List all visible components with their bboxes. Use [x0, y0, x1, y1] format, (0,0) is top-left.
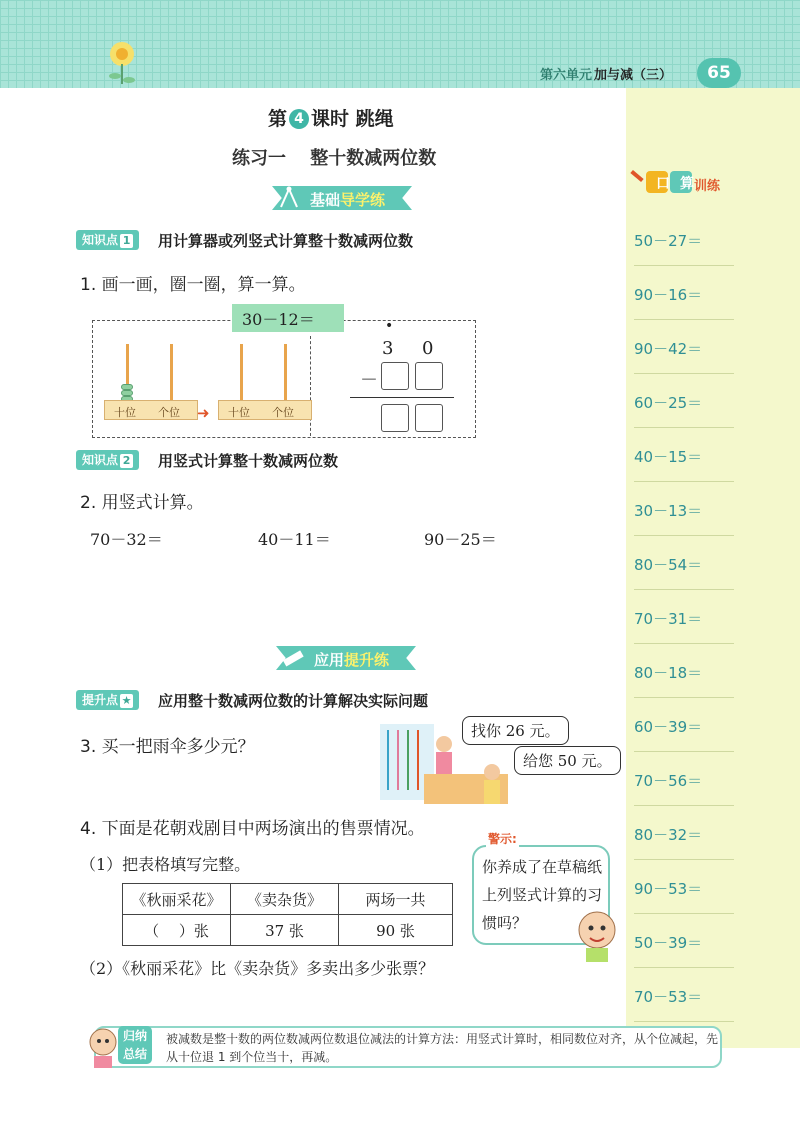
- table-header-2: 《卖杂货》: [231, 884, 339, 915]
- oral-item: 90－42＝: [634, 320, 734, 374]
- warning-label: 警示:: [488, 832, 517, 846]
- improvement-point-tag: [76, 690, 139, 710]
- abacus-ones-label: 个位: [272, 406, 294, 419]
- page-number: 65: [697, 58, 741, 88]
- tag-label: 知识点: [82, 233, 119, 247]
- q2-problem-1: 70－32＝: [90, 530, 163, 549]
- oral-item: 90－16＝: [634, 266, 734, 320]
- oral-item: 70－53＝: [634, 968, 734, 1022]
- summary-label-a: 归纳: [122, 1029, 147, 1043]
- lesson-name: 跳绳: [355, 108, 394, 130]
- oral-item: 80－54＝: [634, 536, 734, 590]
- tag-number: 2: [120, 454, 133, 468]
- abacus-after: [218, 344, 312, 420]
- question-1: 1. 画一画，圈一圈，算一算。: [80, 275, 306, 295]
- oral-item: 90－53＝: [634, 860, 734, 914]
- lesson-suffix: 课时: [311, 108, 350, 130]
- tag-label: 提升点: [82, 693, 119, 707]
- apply-section-banner: [262, 644, 412, 672]
- arrow-right-icon: ➜: [197, 404, 210, 422]
- borrow-dot: •: [385, 318, 394, 334]
- oral-title-a: 口: [656, 176, 670, 192]
- answer-box[interactable]: [381, 362, 409, 390]
- answer-box[interactable]: [381, 404, 409, 432]
- buyer-speech-bubble: 给您 50 元。: [514, 746, 621, 775]
- question-2: 2. 用竖式计算。: [80, 493, 204, 513]
- question-4: 4. 下面是花朝戏剧目中两场演出的售票情况。: [80, 819, 425, 839]
- summary-label-b: 总结: [122, 1047, 147, 1061]
- oral-item: 70－31＝: [634, 590, 734, 644]
- oral-title-b: 算: [680, 176, 694, 192]
- lesson-title: [268, 104, 394, 131]
- oral-item: 30－13＝: [634, 482, 734, 536]
- q2-problem-2: 40－11＝: [258, 530, 331, 549]
- seller-speech-bubble: 找你 26 元。: [462, 716, 569, 745]
- oral-item: 50－39＝: [634, 914, 734, 968]
- oral-item: 60－25＝: [634, 374, 734, 428]
- table-header-1: 《秋丽采花》: [123, 884, 231, 915]
- oral-item: 60－39＝: [634, 698, 734, 752]
- unit-label: 第六单元: [540, 68, 593, 83]
- baby-character-icon: [86, 1026, 120, 1070]
- basic-label-a: 基础: [310, 191, 341, 209]
- star-icon: ★: [121, 694, 132, 707]
- abacus-before: [104, 344, 198, 420]
- table-cell-2: 37 张: [231, 915, 339, 946]
- summary-text: 被减数是整十数的两位数减两位数退位减法的计算方法：用竖式计算时，相同数位对齐，从个位减起，先从十位退 1 到个位当十，再减。: [166, 1032, 719, 1064]
- ruler-icon: [280, 646, 306, 670]
- vertical-top-tens: 3: [382, 338, 394, 359]
- oral-title-c: 训练: [694, 179, 721, 194]
- question-4-part-2: （2）《秋丽采花》比《卖杂货》多卖出多少张票？: [80, 959, 435, 978]
- vertical-minus: －: [360, 370, 378, 391]
- vertical-top-ones: 0: [422, 338, 434, 359]
- basic-label-b: 导学练: [340, 191, 386, 209]
- knowledge-point-tag-1: [76, 230, 139, 250]
- table-header-3: 两场一共: [339, 884, 453, 915]
- knowledge-point-tag-2: [76, 450, 139, 470]
- q1-expression-box: [232, 304, 344, 332]
- answer-box[interactable]: [415, 404, 443, 432]
- apply-label-b: 提升练: [344, 651, 390, 669]
- ticket-table: [122, 883, 453, 946]
- sunflower-icon: [104, 40, 140, 86]
- warning-text: 你养成了在草稿纸上列竖式计算的习惯吗？: [482, 858, 603, 932]
- answer-box[interactable]: [415, 362, 443, 390]
- vertical-line: [350, 397, 454, 398]
- knowledge-point-text-2: 用竖式计算整十数减两位数: [158, 452, 339, 470]
- knowledge-point-text-1: 用计算器或列竖式计算整十数减两位数: [158, 232, 414, 250]
- question-4-part-1: （1）把表格填写完整。: [80, 855, 251, 874]
- lesson-prefix: 第: [268, 108, 288, 130]
- abacus-tens-label: 十位: [228, 406, 250, 419]
- apply-label-a: 应用: [314, 651, 345, 669]
- oral-item: 70－56＝: [634, 752, 734, 806]
- summary-label: [118, 1026, 152, 1064]
- abacus-ones-label: 个位: [158, 406, 180, 419]
- abacus-tens-label: 十位: [114, 406, 136, 419]
- table-cell-blank[interactable]: （ ）张: [123, 915, 231, 946]
- q1-expression: 30－12＝: [242, 310, 315, 329]
- question-3: 3. 买一把雨伞多少元？: [80, 737, 255, 757]
- boy-character-icon: [572, 908, 622, 964]
- oral-item: 50－27＝: [634, 212, 734, 266]
- compass-icon: [276, 186, 302, 210]
- basic-section-banner: [258, 184, 408, 212]
- improvement-point-text: 应用整十数减两位数的计算解决实际问题: [158, 692, 429, 710]
- tag-number: 1: [120, 234, 133, 248]
- unit-title: 加与减（三）: [594, 68, 673, 83]
- lesson-number: 4: [289, 109, 309, 129]
- oral-item: 40－15＝: [634, 428, 734, 482]
- oral-item: 80－18＝: [634, 644, 734, 698]
- tag-label: 知识点: [82, 453, 119, 467]
- exercise-title: 练习一 整十数减两位数: [232, 148, 437, 169]
- oral-item: 80－32＝: [634, 806, 734, 860]
- q2-problem-3: 90－25＝: [424, 530, 497, 549]
- table-cell-3: 90 张: [339, 915, 453, 946]
